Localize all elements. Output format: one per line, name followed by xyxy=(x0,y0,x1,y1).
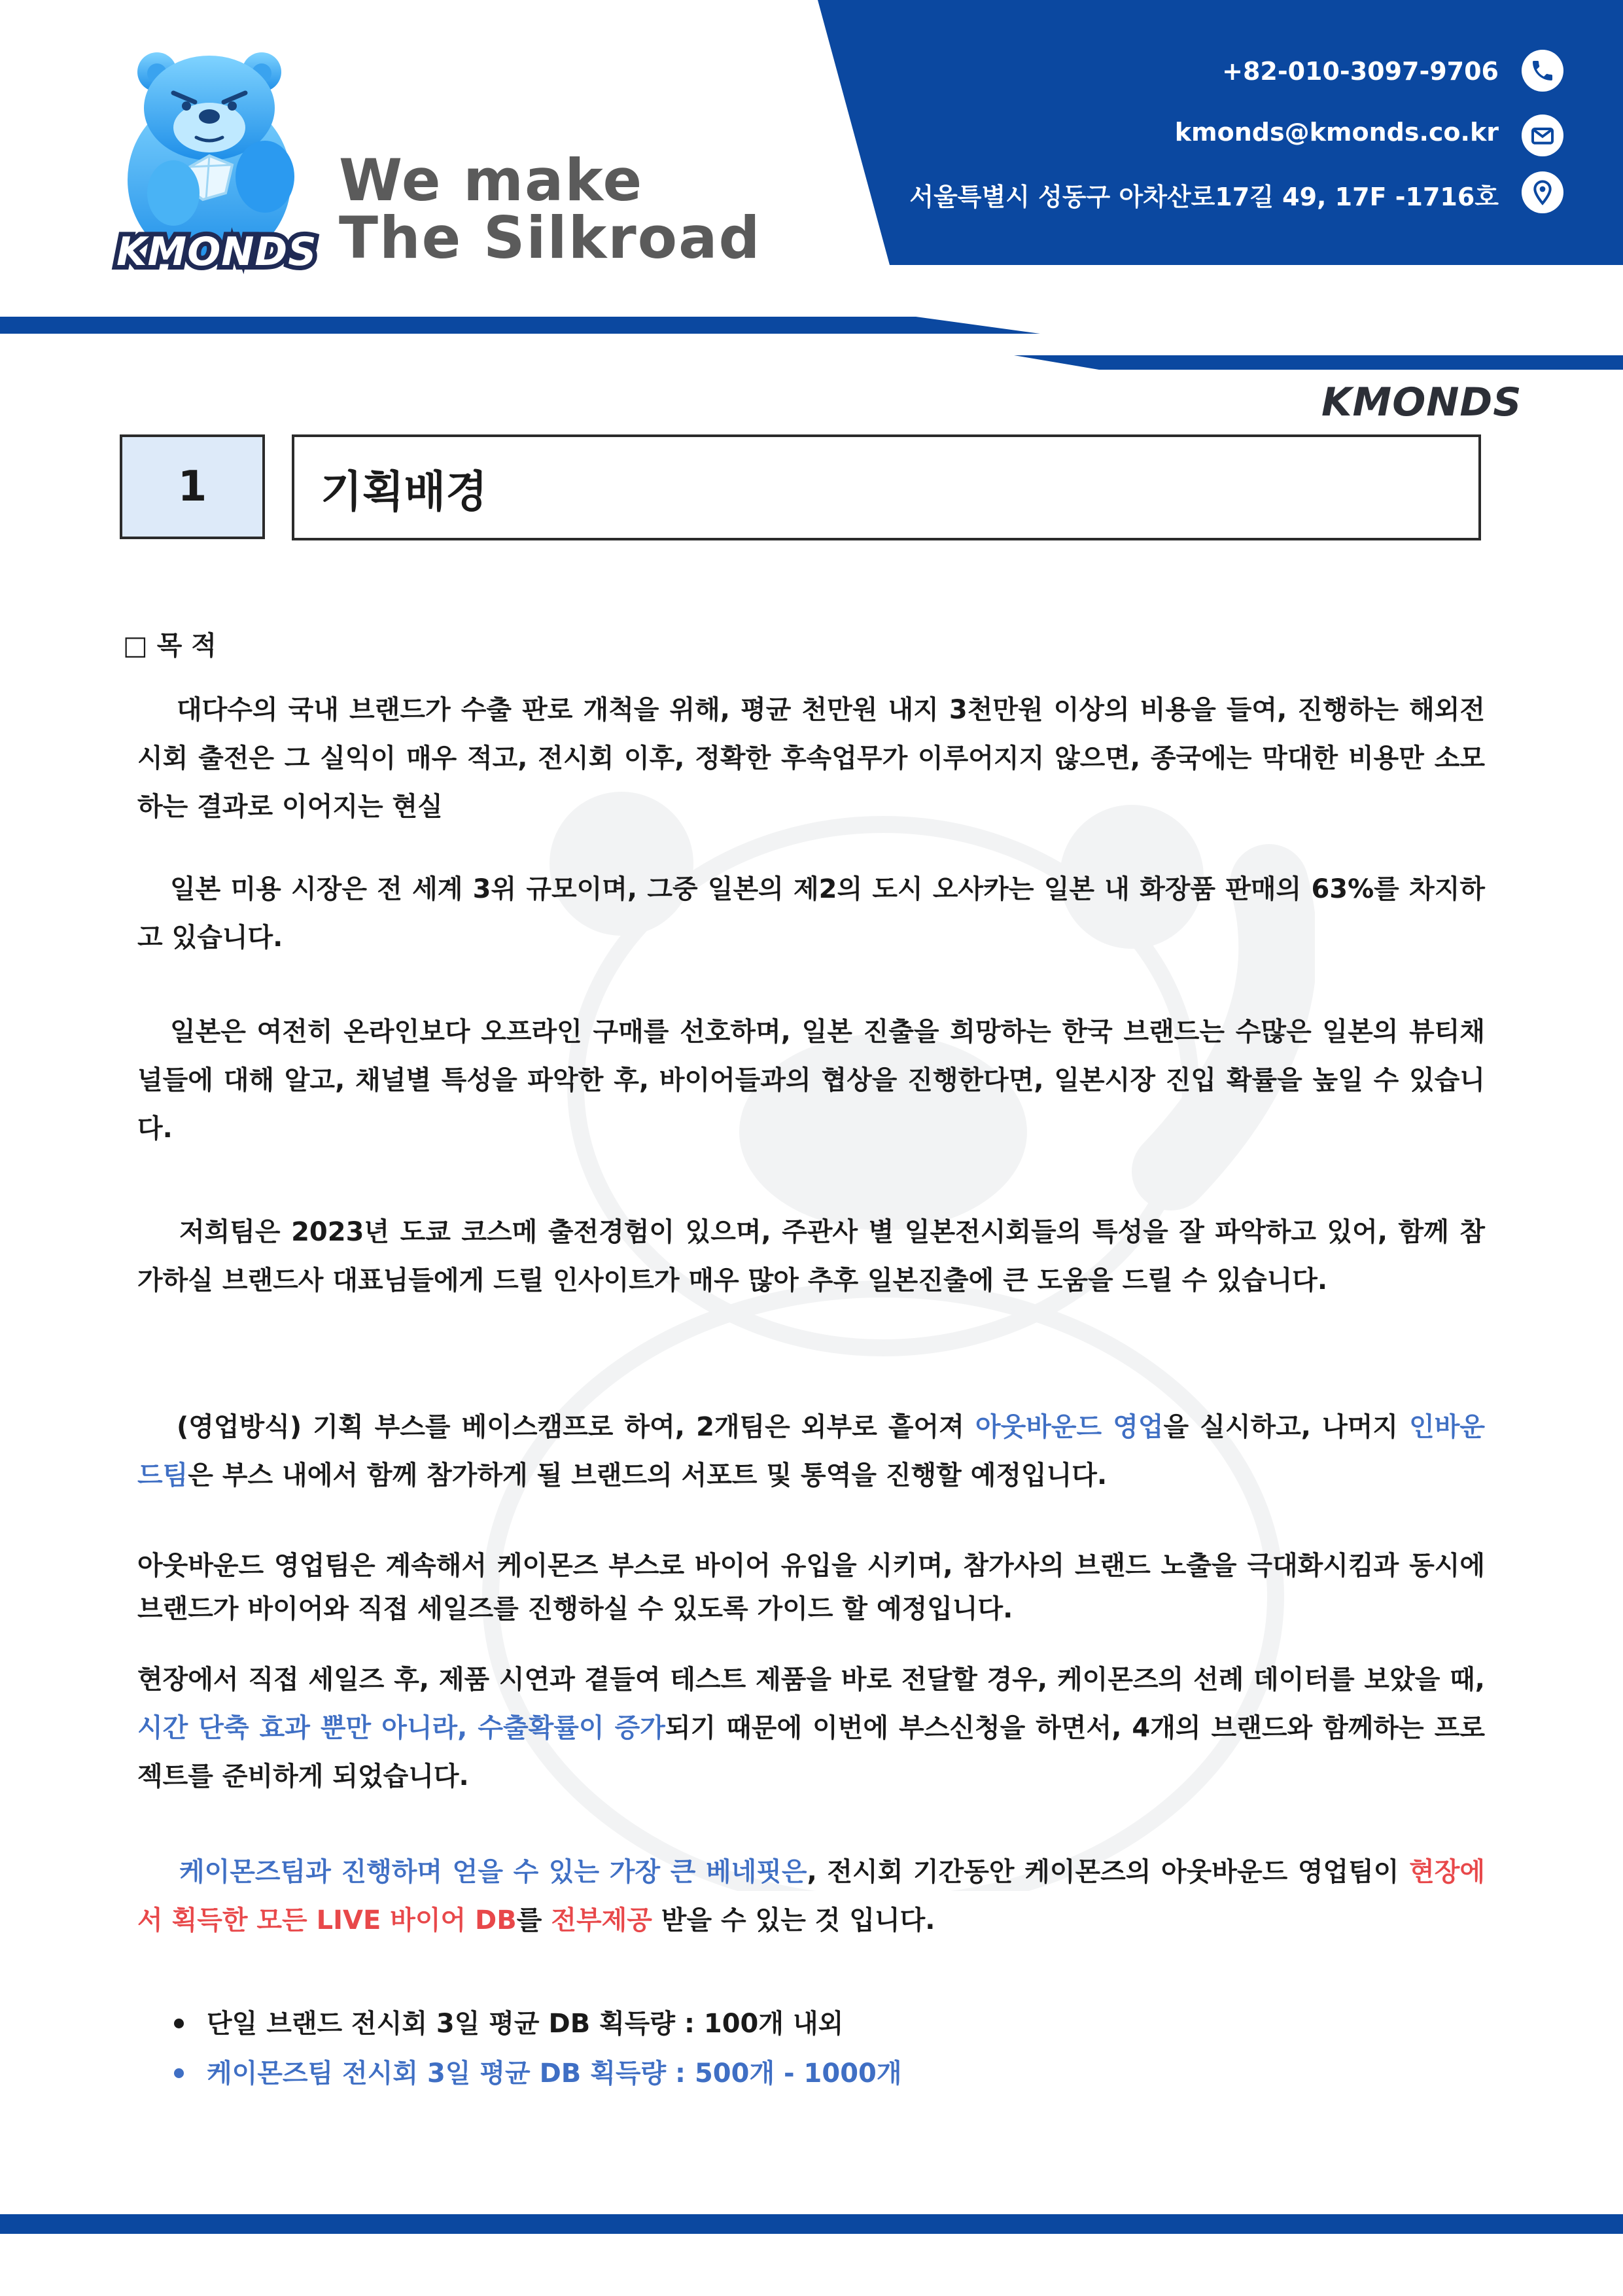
email-address[interactable]: kmonds@kmonds.co.kr xyxy=(1174,118,1499,147)
purpose-heading: □ 목 적 xyxy=(123,631,217,661)
db-acquisition-list xyxy=(170,1999,902,2098)
bullet-text: 케이몬즈팀 전시회 3일 평균 DB 획득량 : 500개 - 1000개 xyxy=(207,2058,902,2089)
mail-icon xyxy=(1522,115,1563,156)
paragraph-8-text-d: 를 xyxy=(516,1905,551,1935)
footer-bar xyxy=(0,2214,1623,2234)
office-address: 서울특별시 성동구 아차산로17길 49, 17F -1716호 xyxy=(909,183,1499,211)
paragraph-7-text-a: 현장에서 직접 세일즈 후, 제품 시연과 곁들여 테스트 제품을 바로 전달할 경우, 케이몬즈의 선례 데이터를 보았을 때, xyxy=(137,1665,1485,1695)
phone-number[interactable]: +82-010-3097-9706 xyxy=(1222,57,1499,86)
tagline xyxy=(339,147,761,272)
bullet-text: 단일 브랜드 전시회 3일 평균 DB 획득량 : 100개 내외 xyxy=(207,2009,844,2039)
paragraph-4: 저희팀은 2023년 도쿄 코스메 출전경험이 있으며, 주관사 별 일본전시회들의 특성을 잘 파악하고 있어, 함께 참가하실 브랜드사 대표님들에게 드릴 인사이트가 매우 많아 추후 일본진출에 큰 도움을 드릴 수 있습니다. xyxy=(137,1217,1485,1296)
bullet-dot-icon xyxy=(174,2068,184,2078)
phone-icon xyxy=(1522,50,1563,92)
section-title: 기획배경 xyxy=(292,434,1481,540)
paragraph-7 xyxy=(137,1655,1485,1801)
kmonds-brand-mark: KMONDS xyxy=(1321,380,1522,425)
kmonds-logo: KMONDS xyxy=(116,229,317,275)
paragraph-8 xyxy=(137,1848,1485,1945)
paragraph-1: 대다수의 국내 브랜드가 수출 판로 개척을 위해, 평균 천만원 내지 3천만원 이상의 비용을 들여, 진행하는 해외전시회 출전은 그 실익이 매우 적고, 전시회 이후, 정확한 후속업무가 이루어지지 않으면, 종국에는 막대한 비용만 소모하는 결과로 이어지는 현실 xyxy=(137,695,1485,822)
paragraph-3: 일본은 여전히 온라인보다 오프라인 구매를 선호하며, 일본 진출을 희망하는 한국 브랜드는 수많은 일본의 뷰티채널들에 대해 알고, 채널별 특성을 파악한 후, 바이어들과의 협상을 진행한다면, 일본시장 진입 확률을 높일 수 있습니다. xyxy=(137,1017,1485,1144)
inbound-team-highlight: 인바운드팀 xyxy=(137,1412,1486,1491)
benefit-highlight: 케이몬즈팀과 진행하며 얻을 수 있는 가장 큰 베네핏은 xyxy=(179,1857,807,1887)
header-divider-right xyxy=(1014,350,1623,370)
paragraph-7-text-c: 되기 때문에 이번에 부스신청을 하면서, 4개의 브랜드와 함께하는 프로젝트를 준비하게 되었습니다. xyxy=(137,1713,1485,1792)
paragraph-5-text-c: 을 실시하고, 나머지 xyxy=(1163,1412,1410,1442)
tagline-line1: We make xyxy=(339,147,644,214)
paragraph-8-text-b: , 전시회 기간동안 케이몬즈의 아웃바운드 영업팀이 xyxy=(807,1857,1410,1887)
location-pin-icon xyxy=(1522,171,1563,213)
header-divider-left xyxy=(0,308,1040,334)
time-saving-highlight: 시간 단축 효과 뿐만 아니라, 수출확률이 증가 xyxy=(137,1713,665,1743)
full-provision-highlight: 전부제공 xyxy=(551,1905,652,1935)
paragraph-8-text-f: 받을 수 있는 것 입니다. xyxy=(652,1905,935,1935)
outbound-sales-highlight: 아웃바운드 영업 xyxy=(975,1412,1164,1442)
paragraph-2: 일본 미용 시장은 전 세계 3위 규모이며, 그중 일본의 제2의 도시 오사카는 일본 내 화장품 판매의 63%를 차지하고 있습니다. xyxy=(137,874,1485,953)
paragraph-6: 아웃바운드 영업팀은 계속해서 케이몬즈 부스로 바이어 유입을 시키며, 참가사의 브랜드 노출을 극대화시킴과 동시에 브랜드가 바이어와 직접 세일즈를 진행하실 수 있도록 가이드 할 예정입니다. xyxy=(137,1551,1485,1624)
tagline-line2: The Silkroad xyxy=(339,204,761,272)
section-number: 1 xyxy=(120,434,265,539)
paragraph-5-text-a: (영업방식) 기획 부스를 베이스캠프로 하여, 2개팀은 외부로 흩어져 xyxy=(177,1412,975,1442)
live-buyer-db-highlight: 현장에서 획득한 모든 LIVE 바이어 DB xyxy=(137,1857,1485,1935)
bullet-dot-icon xyxy=(174,2019,184,2028)
paragraph-5-text-e: 은 부스 내에서 함께 참가하게 될 브랜드의 서포트 및 통역을 진행할 예정입니다. xyxy=(188,1460,1108,1491)
list-item xyxy=(170,2049,902,2098)
list-item xyxy=(170,1999,902,2049)
paragraph-5 xyxy=(137,1403,1485,1500)
